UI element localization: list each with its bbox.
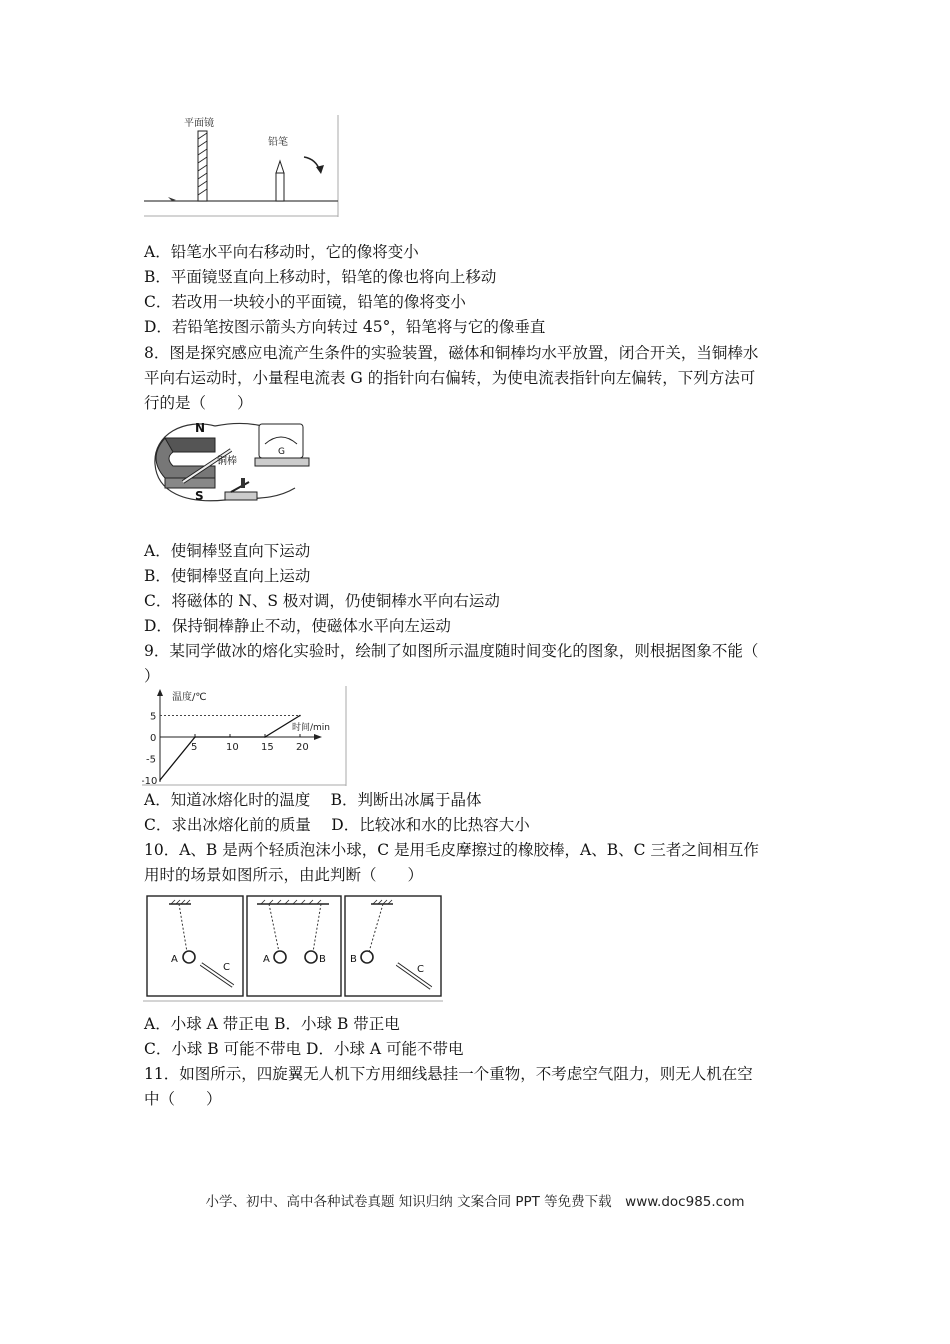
ice-melting-chart <box>142 686 348 786</box>
y-tick-label: -10 <box>142 776 158 786</box>
mirror-label: 平面镜 <box>184 118 214 129</box>
q8-option-d: D．保持铜棒静止不动，使磁体水平向左运动 <box>144 617 451 635</box>
q7-option-c: C．若改用一块较小的平面镜，铅笔的像将变小 <box>144 293 466 311</box>
ball-a-label-panel-2: A <box>263 954 270 965</box>
q10-option-row-1: A．小球 A 带正电 B．小球 B 带正电 <box>144 1015 400 1033</box>
y-tick-label: 0 <box>150 733 157 744</box>
pencil-label: 铅笔 <box>268 137 288 148</box>
q8-option-c: C．将磁体的 N、S 极对调，仍使铜棒水平向右运动 <box>144 592 500 610</box>
q9-stem-line-1: 9．某同学做冰的熔化实验时，绘制了如图所示温度随时间变化的图象，则根据图象不能（ <box>144 642 759 660</box>
q10-stem-line-1: 10．A、B 是两个轻质泡沫小球，C 是用毛皮摩擦过的橡胶棒，A、B、C 三者之间相互作 <box>144 841 759 859</box>
q8-stem-line-2: 平向右运动时，小量程电流表 G 的指针向右偏转，为使电流表指针向左偏转，下列方法可 <box>144 369 756 387</box>
north-pole-label: N <box>195 421 206 435</box>
q7-option-b: B．平面镜竖直向上移动时，铅笔的像也将向上移动 <box>144 268 497 286</box>
q9-stem-line-2: ） <box>144 667 160 685</box>
data-point <box>159 779 161 781</box>
page-footer: 小学、初中、高中各种试卷真题 知识归纳 文案合同 PPT 等免费下载 www.doc985.com <box>205 1194 745 1210</box>
data-point <box>194 736 196 738</box>
copper-rod-label: 铜棒 <box>217 456 237 467</box>
ball-a-label-panel-1: A <box>171 954 178 965</box>
q9-option-row-2: C．求出冰熔化前的质量 D．比较冰和水的比热容大小 <box>144 816 530 834</box>
mirror-pencil-figure <box>142 113 340 219</box>
y-axis-label: 温度/℃ <box>172 692 207 703</box>
q7-option-d: D．若铅笔按图示箭头方向转过 45°，铅笔将与它的像垂直 <box>144 318 546 336</box>
rod-c-label-panel-1: C <box>223 962 230 973</box>
ball-b-label-panel-3: B <box>350 954 357 965</box>
x-tick-label: 10 <box>226 742 239 753</box>
charged-balls-figure <box>143 890 445 1002</box>
q9-option-row-1: A．知道冰熔化时的温度 B．判断出冰属于晶体 <box>144 791 482 809</box>
x-tick-label: 20 <box>296 742 309 753</box>
induction-apparatus-figure <box>145 414 315 514</box>
x-axis-label: 时间/min <box>292 723 331 733</box>
q8-option-a: A．使铜棒竖直向下运动 <box>144 542 311 560</box>
galvanometer-label: G <box>278 447 285 457</box>
south-pole-label: S <box>195 489 204 503</box>
y-tick-label: 5 <box>150 711 157 723</box>
q7-option-a: A．铅笔水平向右移动时，它的像将变小 <box>144 243 419 261</box>
q11-stem-line-2: 中（ ） <box>144 1090 222 1108</box>
rod-c-label-panel-3: C <box>417 964 424 975</box>
q8-stem-line-3: 行的是（ ） <box>144 394 253 412</box>
x-tick-label: 5 <box>191 742 198 753</box>
q8-stem-line-1: 8．图是探究感应电流产生条件的实验装置，磁体和铜棒均水平放置，闭合开关，当铜棒水 <box>144 344 759 362</box>
data-point <box>299 715 301 717</box>
ball-b-label-panel-2: B <box>319 954 326 965</box>
q10-option-row-2: C．小球 B 可能不带电 D．小球 A 可能不带电 <box>144 1040 464 1058</box>
y-tick-label: -5 <box>146 754 156 766</box>
data-point <box>264 736 266 738</box>
q11-stem-line-1: 11．如图所示，四旋翼无人机下方用细线悬挂一个重物，不考虑空气阻力，则无人机在空 <box>144 1065 753 1083</box>
q8-option-b: B．使铜棒竖直向上运动 <box>144 567 311 585</box>
q10-stem-line-2: 用时的场景如图所示，由此判断（ ） <box>144 866 424 884</box>
x-tick-label: 15 <box>261 742 274 753</box>
